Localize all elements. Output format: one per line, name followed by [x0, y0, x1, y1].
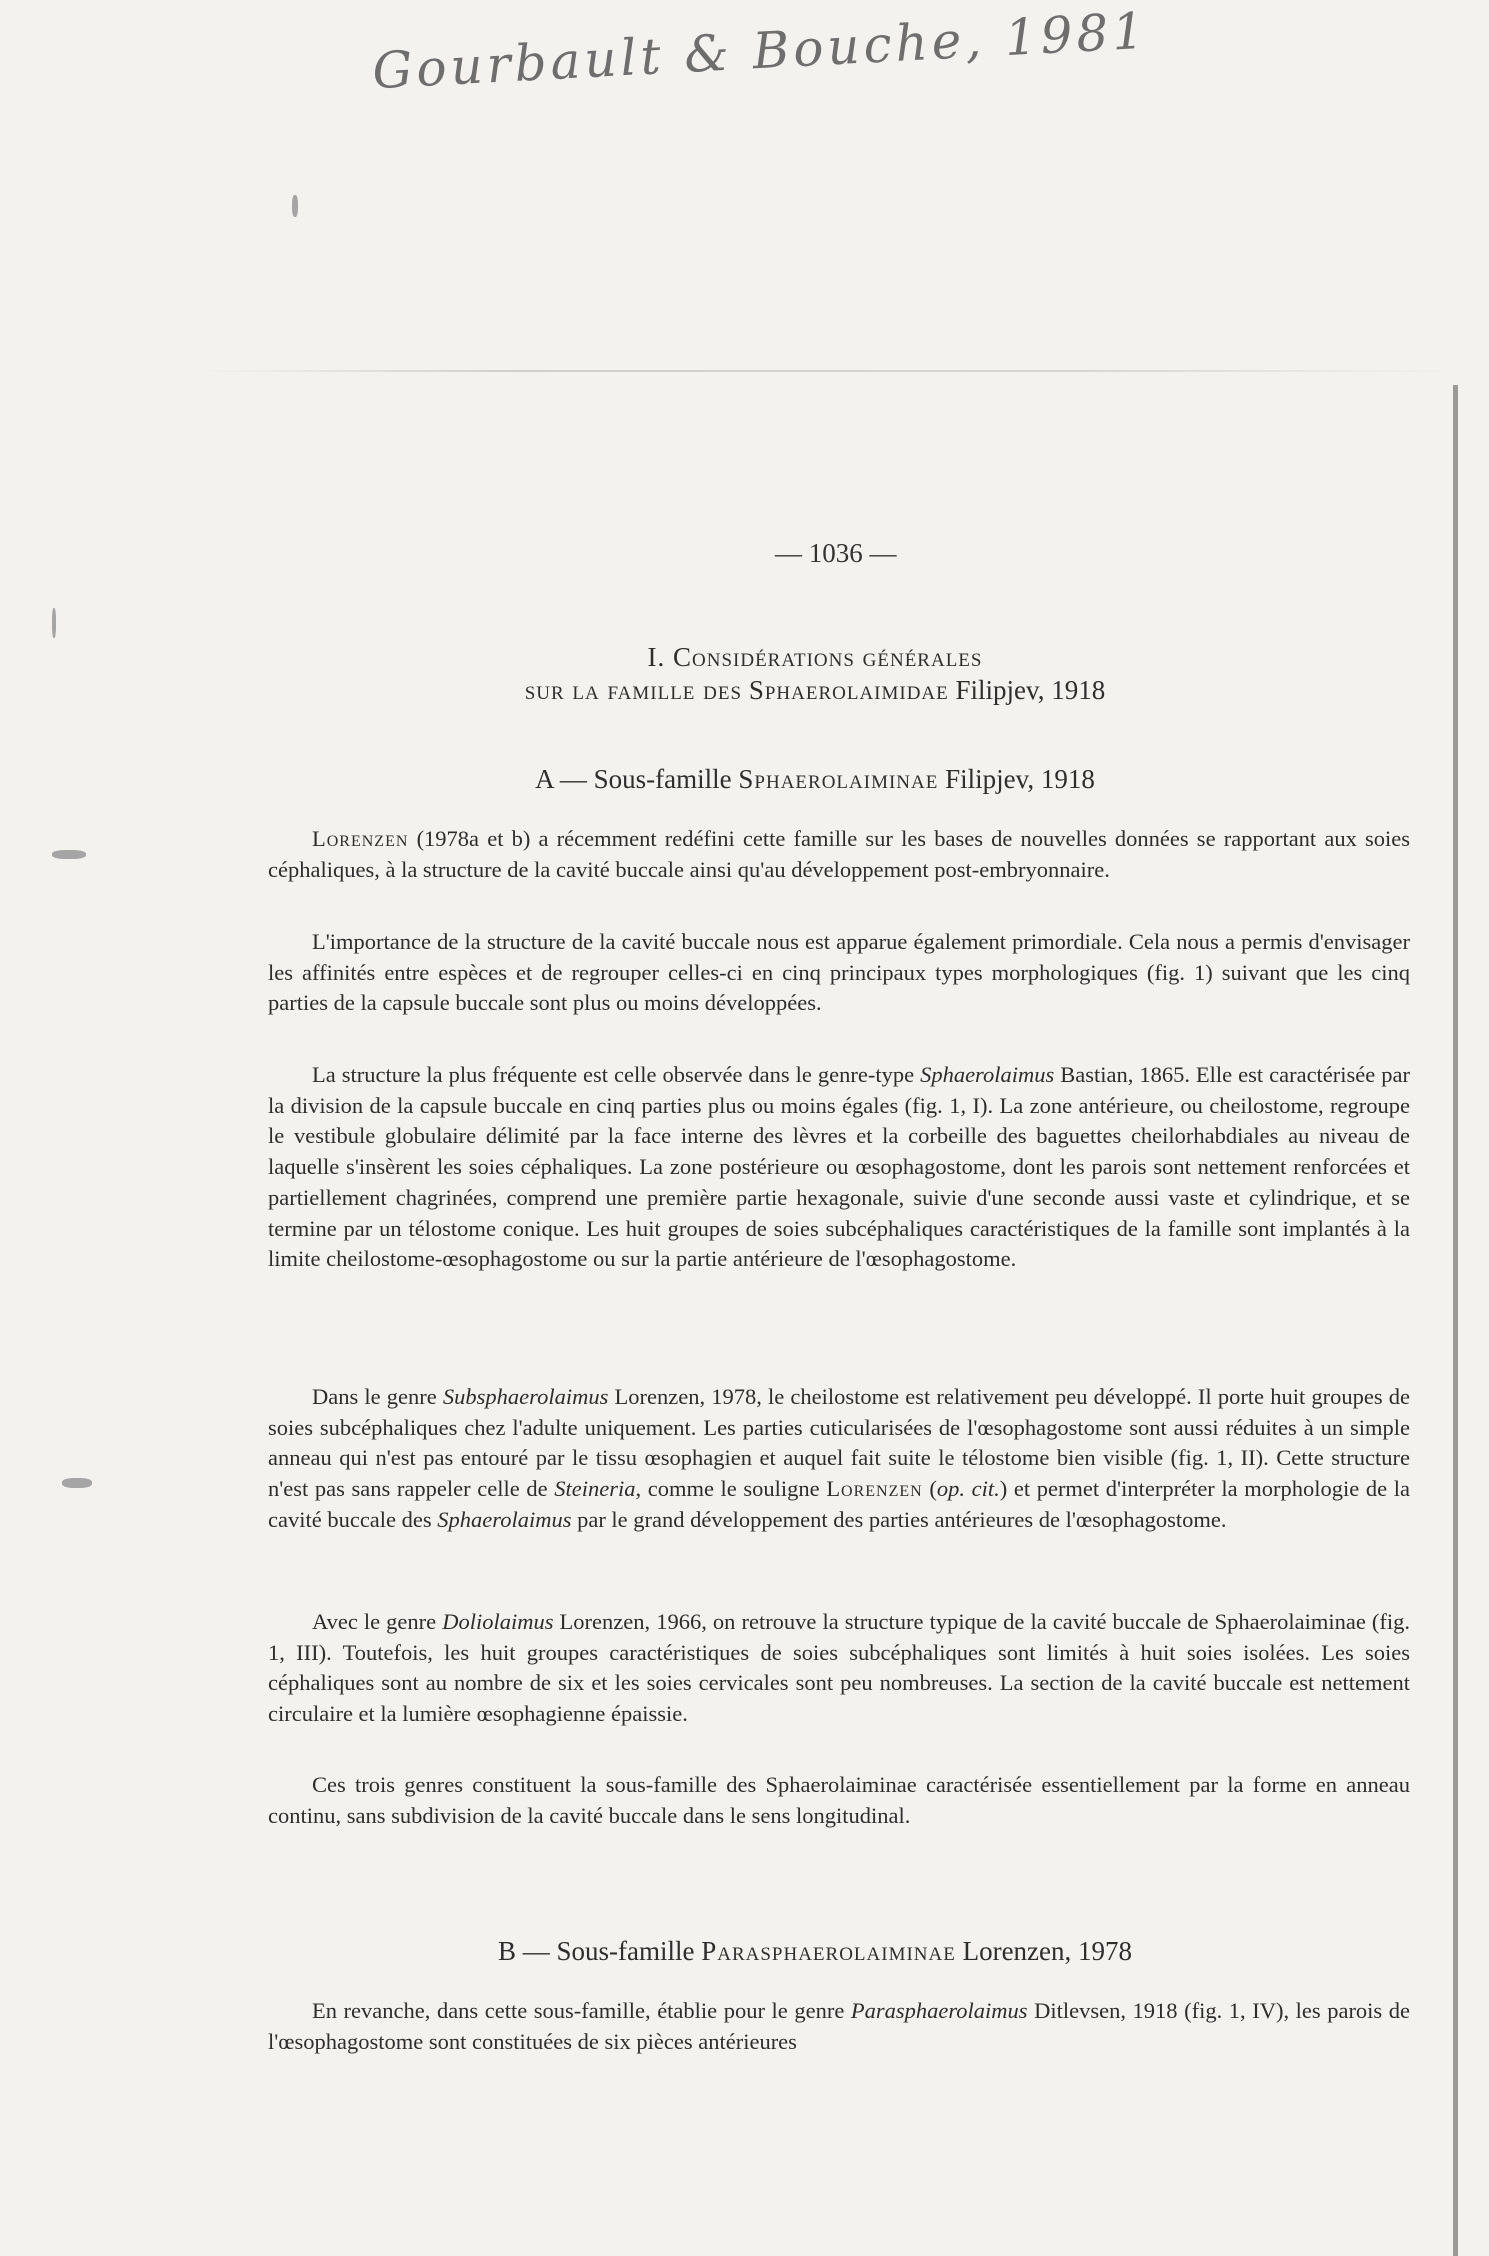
paragraph-2-text: L'importance de la structure de la cavité buccale nous est apparue également primordiale. Cela nous a permis d'envisager les affinités entre espèces et de regrouper celles-ci en cinq principaux types morphologiques (fig. 1) suivant que les cinq parties de la capsule buccale sont plus ou moins développées. — [268, 929, 1410, 1016]
section-a-name: Sphaerolaiminae — [738, 764, 939, 794]
chapter-subheading — [200, 675, 1430, 706]
section-a-author: Filipjev, 1918 — [945, 764, 1095, 794]
paragraph-3-text-b: Bastian, 1865. Elle est caractérisée par la division de la capsule buccale en cinq parties plus ou moins égales (fig. 1, I). La zone antérieure, ou cheilostome, regroupe le vestibule globulaire délimité par la face interne des lèvres et la corbeille des baguettes cheilorhabdiales au niveau de laquelle s'insèrent les soies céphaliques. La zone postérieure ou œsophagostome, dont les parois sont nettement renforcées et partiellement chagrinées, comprend une première partie hexagonale, suivie d'une seconde aussi vaste et cylindrique, et se termine par un télostome conique. Les huit groupes de soies subcéphaliques caractéristiques de la famille sont implantés à la limite cheilostome-œsophagostome ou sur la partie antérieure de l'œsophagostome. — [268, 1062, 1410, 1272]
chapter-number: I. — [647, 642, 666, 672]
genus-subsphaerolaimus: Subsphaerolaimus — [442, 1384, 609, 1409]
paragraph-4-text-e: ) et permet d'interpréter la morphologie de la cavité buccale des — [268, 1476, 1411, 1532]
paragraph-6 — [268, 1770, 1410, 1831]
family-author: Filipjev, 1918 — [955, 675, 1106, 705]
chapter-title: Considérations générales — [673, 642, 983, 672]
paragraph-7-text-b: Ditlevsen, 1918 (fig. 1, IV), les parois de l'œsophagostome sont constituées de six pièces antérieures — [268, 1998, 1410, 2054]
paragraph-4-text-d: ( — [922, 1476, 937, 1502]
handwritten-annotation: Gourbault & Bouche, 1981 — [371, 1, 1150, 101]
author-lorenzen: Lorenzen — [312, 826, 409, 851]
page-number: — 1036 — — [775, 538, 897, 568]
section-b-name: Parasphaerolaiminae — [701, 1936, 956, 1966]
page-edge-shadow — [1453, 385, 1458, 2256]
paragraph-5-text-a: Avec le genre — [312, 1609, 443, 1634]
paragraph-4-text-b: Lorenzen, 1978, le cheilostome est relativement peu développé. Il porte huit groupes de soies subcéphaliques chez l'adulte uniquement. Les parties cuticularisées de l'œsophagostome sont aussi réduites à un simple anneau qui n'est pas entouré par le tissu œsophagien et auquel fait suite le télostome bien visible (fig. 1, II). Cette structure n'est pas sans rappeler celle de — [268, 1384, 1410, 1502]
op-cit: op. cit. — [936, 1476, 1000, 1502]
chapter-heading — [200, 642, 1430, 673]
paragraph-4-text-a: Dans le genre — [312, 1384, 443, 1409]
section-b-title — [200, 1936, 1430, 1967]
author-lorenzen-2: Lorenzen — [826, 1476, 923, 1502]
paragraph-7 — [268, 1996, 1410, 2057]
paragraph-3 — [268, 1060, 1410, 1275]
genus-sphaerolaimus-2: Sphaerolaimus — [437, 1506, 572, 1532]
paragraph-2 — [268, 927, 1410, 1019]
paragraph-7-text-a: En revanche, dans cette sous-famille, établie pour le genre — [312, 1998, 851, 2023]
paragraph-4-text-c: , comme le souligne — [635, 1476, 827, 1502]
paragraph-3-text-a: La structure la plus fréquente est celle observée dans le genre-type — [312, 1062, 921, 1087]
subheading-prefix: sur la famille des — [524, 675, 743, 705]
genus-sphaerolaimus: Sphaerolaimus — [920, 1062, 1055, 1087]
paragraph-1-text: (1978a et b) a récemment redéfini cette famille sur les bases de nouvelles données se rapportant aux soies céphaliques, à la structure de la cavité buccale ainsi qu'au développement post-embryonnaire. — [268, 826, 1410, 882]
scan-mark — [52, 608, 56, 638]
genus-parasphaerolaimus: Parasphaerolaimus — [850, 1998, 1028, 2023]
section-b-author: Lorenzen, 1978 — [962, 1936, 1133, 1966]
paragraph-4-text-f: par le grand développement des parties antérieures de l'œsophagostome. — [571, 1506, 1227, 1532]
section-a-title — [200, 764, 1430, 795]
scan-mark — [52, 850, 86, 859]
scan-rule — [200, 370, 1460, 372]
scan-mark — [292, 195, 298, 217]
paragraph-5-text-b: Lorenzen, 1966, on retrouve la structure typique de la cavité buccale de Sphaerolaiminae (fig. 1, III). Toutefois, les huit groupes caractéristiques de soies subcéphaliques sont limités à huit soies isolées. Les soies céphaliques sont au nombre de six et les soies cervicales sont peu nombreuses. La section de la cavité buccale est nettement circulaire et la lumière œsophagienne épaissie. — [268, 1609, 1410, 1727]
section-b-prefix: B — Sous-famille — [497, 1936, 695, 1966]
genus-steineria: Steineria — [554, 1476, 636, 1502]
scan-mark — [62, 1478, 92, 1488]
genus-doliolaimus: Doliolaimus — [442, 1609, 554, 1634]
paragraph-1 — [268, 824, 1410, 885]
paragraph-5 — [268, 1607, 1410, 1730]
section-a-prefix: A — Sous-famille — [535, 764, 732, 794]
paragraph-4 — [268, 1382, 1410, 1536]
paragraph-6-text: Ces trois genres constituent la sous-famille des Sphaerolaiminae caractérisée essentiellement par la forme en anneau continu, sans subdivision de la cavité buccale dans le sens longitudinal. — [268, 1772, 1410, 1828]
family-name: Sphaerolaimidae — [748, 675, 949, 705]
